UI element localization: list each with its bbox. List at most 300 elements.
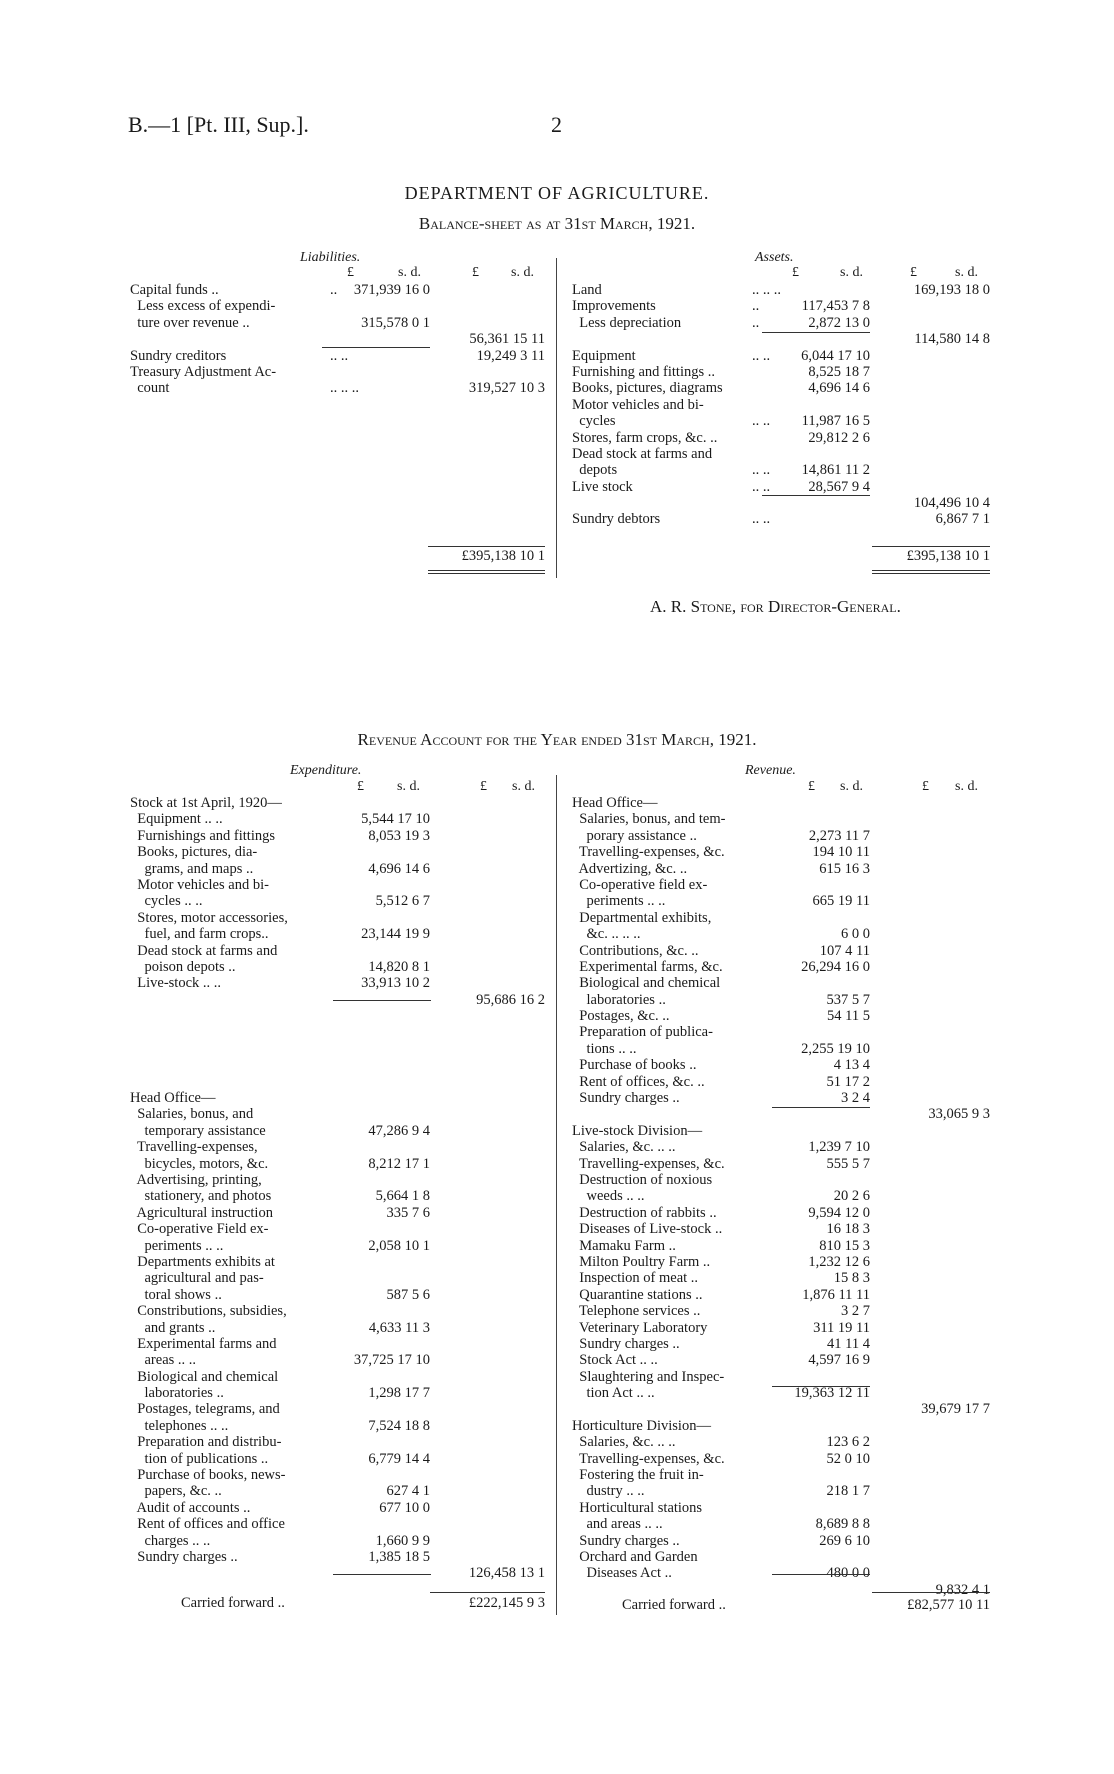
total-amount: 169,193 18 0 [913,282,990,298]
entry-label: Stores, motor accessories, [130,909,288,926]
revenue-row [572,1451,990,1467]
entry-label: depots [572,462,618,479]
subtotal-amount: 9,594 12 0 [808,1204,870,1221]
entry-label: Sundry debtors [572,511,661,528]
leader-dots: .. [752,298,760,315]
exp-pound-head-2: £ [480,779,487,794]
expenditure-row [130,959,545,975]
entry-label: and areas .. .. [572,1516,663,1533]
entry-label: Advertizing, &c. .. [572,860,688,877]
entry-label: Rent of offices, &c. .. [572,1073,705,1090]
liabilities-total: £395,138 10 1 [461,548,545,564]
revenue-row [572,1074,990,1090]
entry-label: tion of publications .. [130,1450,269,1467]
expenditure-row [130,1008,545,1024]
revenue-row [572,811,990,827]
revenue-row [572,893,990,909]
expenditure-row [130,1336,545,1352]
entry-label: count [130,380,170,397]
asset-row [572,315,990,331]
expenditure-row [130,1385,545,1401]
total-amount: 19,249 3 11 [476,347,545,364]
subtotal-amount: 4,633 11 3 [368,1319,430,1336]
entry-label: Stores, farm crops, &c. .. [572,429,718,446]
assets-sd-head-1: s. d. [840,265,863,280]
liability-row [130,282,545,298]
subtotal-amount: 311 19 11 [813,1319,870,1336]
entry-label: Audit of accounts .. [130,1499,251,1516]
expenditure-row [130,1287,545,1303]
entry-label: Rent of offices and office [130,1516,285,1533]
total-amount: 33,065 9 3 [928,1106,990,1123]
expenditure-row [130,1451,545,1467]
entry-label: and grants .. [130,1319,216,1336]
asset-row [572,380,990,396]
subtotal-amount: 6,779 14 4 [368,1450,430,1467]
subtotal-amount: 1,298 17 7 [368,1385,430,1402]
subtotal-amount: 8,053 19 3 [368,827,430,844]
expenditure-row [130,1352,545,1368]
entry-label: Contributions, &c. .. [572,942,699,959]
entry-label: Co-operative Field ex- [130,1221,269,1238]
entry-label: Orchard and Garden [572,1548,698,1565]
revenue-row [572,1205,990,1221]
entry-label: temporary assistance [130,1122,266,1139]
liab-pound-head-1: £ [347,265,354,280]
revenue-row [572,959,990,975]
expenditure-row [130,1500,545,1516]
subtotal-amount: 4,597 16 9 [808,1352,870,1369]
entry-label: Biological and chemical [130,1368,279,1385]
asset-row [572,397,990,413]
entry-label: Stock at 1st April, 1920— [130,795,282,811]
expenditure-row [130,811,545,827]
entry-label: Constributions, subsidies, [130,1303,287,1320]
revenue-row [572,1024,990,1040]
entry-label: Postages, telegrams, and [130,1401,280,1418]
subtotal-amount: 6 0 0 [841,926,870,943]
signature-line: A. R. Stone, for Director-General. [650,597,901,616]
subtotal-amount: 6,044 17 10 [801,347,870,364]
liability-row [130,298,545,314]
asset-row [572,282,990,298]
exp-carried-forward-value: £222,145 9 3 [468,1595,545,1611]
leader-dots: .. .. [752,511,771,528]
revenue-account-title: Revenue Account for the Year ended 31st March, 1921. [357,730,757,749]
expenditure-row [130,1188,545,1204]
entry-label: Capital funds .. [130,282,219,298]
entry-label: laboratories .. [130,1385,224,1402]
expenditure-row [130,975,545,991]
subtotal-amount: 335 7 6 [386,1204,430,1221]
revenue-row [572,1156,990,1172]
leader-dots: .. .. .. [330,380,359,397]
expenditure-table [130,795,545,1582]
expenditure-row [130,1516,545,1532]
entry-label: poison depots .. [130,958,236,975]
entry-label: Head Office— [130,1090,216,1107]
entry-label: Horticultural stations [572,1499,703,1516]
revenue-row [572,1582,990,1598]
expenditure-row [130,943,545,959]
revenue-row [572,975,990,991]
subtotal-amount: 4,696 14 6 [368,860,430,877]
entry-label: charges .. .. [130,1532,211,1549]
expenditure-row [130,1401,545,1417]
revenue-row [572,926,990,942]
expenditure-row [130,910,545,926]
entry-label: Salaries, bonus, and tem- [572,811,726,828]
subtotal-amount: 41 11 4 [827,1335,870,1352]
entry-label: Treasury Adjustment Ac- [130,363,277,380]
subtotal-amount: 1,385 18 5 [368,1548,430,1565]
leader-dots: .. .. [752,347,771,364]
entry-label: Dead stock at farms and [130,942,278,959]
subtotal-amount: 218 1 7 [826,1483,870,1500]
expenditure-row [130,1434,545,1450]
subtotal-amount: 8,525 18 7 [808,363,870,380]
asset-row [572,479,990,495]
entry-label: Less depreciation [572,314,682,331]
subtotal-amount: 16 18 3 [826,1221,870,1238]
entry-label: tion Act .. .. [572,1385,655,1402]
entry-label: cycles [572,413,616,430]
revenue-row [572,1467,990,1483]
assets-heading: Assets. [755,250,794,265]
leader-dots: .. [330,282,338,298]
entry-label: Milton Poultry Farm .. [572,1253,711,1270]
expenditure-row [130,877,545,893]
subtotal-amount: 3 2 7 [841,1303,870,1320]
entry-label: Departmental exhibits, [572,909,712,926]
rev-sd-head-2: s. d. [955,779,978,794]
entry-label: Live stock [572,478,633,495]
subtotal-amount: 14,861 11 2 [801,462,870,479]
entry-label: stationery, and photos [130,1188,272,1205]
entry-label: Inspection of meat .. [572,1270,699,1287]
expenditure-row [130,795,545,811]
revenue-row [572,861,990,877]
department-title: DEPARTMENT OF AGRICULTURE. [404,183,710,203]
entry-label: Sundry charges .. [572,1335,680,1352]
entry-label: agricultural and pas- [130,1270,264,1287]
revenue-row [572,1172,990,1188]
entry-label: weeds .. .. [572,1188,645,1205]
entry-label: Land [572,282,602,298]
leader-dots: .. .. [752,413,771,430]
entry-label: tions .. .. [572,1040,637,1057]
expenditure-row [130,844,545,860]
subtotal-amount: 2,058 10 1 [368,1237,430,1254]
asset-row [572,364,990,380]
liabilities-heading: Liabilities. [300,250,361,265]
expenditure-row [130,1369,545,1385]
entry-label: bicycles, motors, &c. [130,1155,269,1172]
entry-label: Veterinary Laboratory [572,1319,708,1336]
revenue-row [572,1254,990,1270]
liability-row [130,364,545,380]
total-amount: 95,686 16 2 [476,991,545,1008]
expenditure-row [130,1156,545,1172]
revenue-row [572,1008,990,1024]
expenditure-row [130,1024,545,1040]
assets-total: £395,138 10 1 [906,548,990,564]
entry-label: Departments exhibits at [130,1253,275,1270]
asset-row [572,462,990,478]
revenue-row [572,1369,990,1385]
subtotal-amount: 5,512 6 7 [375,893,430,910]
subtotal-amount: 2,255 19 10 [801,1040,870,1057]
subtotal-amount: 8,689 8 8 [815,1516,870,1533]
revenue-row [572,828,990,844]
revenue-row [572,1221,990,1237]
liab-sd-head-2: s. d. [511,265,534,280]
entry-label: fuel, and farm crops.. [130,926,269,943]
entry-label: Equipment .. .. [130,811,223,828]
total-amount: 319,527 10 3 [468,380,545,397]
subtotal-amount: 51 17 2 [826,1073,870,1090]
subtotal-amount: 665 19 11 [812,893,870,910]
liab-sd-head-1: s. d. [398,265,421,280]
asset-row [572,495,990,511]
revenue-row [572,795,990,811]
exp-sd-head-2: s. d. [512,779,535,794]
entry-label: Sundry charges .. [572,1532,680,1549]
entry-label: Live-stock .. .. [130,975,222,992]
entry-label: Purchase of books .. [572,1057,697,1074]
entry-label: Preparation of publica- [572,1024,713,1041]
asset-row [572,511,990,527]
subtotal-amount: 19,363 12 11 [794,1385,870,1402]
revenue-row [572,910,990,926]
entry-label: Travelling-expenses, &c. [572,1155,725,1172]
subtotal-amount: 4 13 4 [833,1057,870,1074]
expenditure-row [130,1057,545,1073]
entry-label: Motor vehicles and bi- [572,396,704,413]
entry-label: Mamaku Farm .. [572,1237,676,1254]
revenue-row [572,1123,990,1139]
entry-label: porary assistance .. [572,827,697,844]
leader-dots: .. .. [752,478,771,495]
assets-pound-head-2: £ [910,265,917,280]
entry-label: Furnishings and fittings [130,827,276,844]
expenditure-row [130,1549,545,1565]
entry-label: Dead stock at farms and [572,445,713,462]
revenue-row [572,1090,990,1106]
entry-label: &c. .. .. .. [572,926,641,943]
revenue-row [572,1336,990,1352]
rev-carried-forward-label: Carried forward .. [622,1597,726,1613]
revenue-row [572,1500,990,1516]
entry-label: Travelling-expenses, [130,1139,258,1156]
subtotal-amount: 537 5 7 [826,991,870,1008]
expenditure-row [130,1090,545,1106]
entry-label: Preparation and distribu- [130,1434,282,1451]
entry-label: Sundry creditors [130,347,227,364]
revenue-row [572,1401,990,1417]
revenue-row [572,844,990,860]
total-amount: 56,361 15 11 [469,331,545,348]
entry-label: Live-stock Division— [572,1122,703,1139]
total-amount: 9,832 4 1 [935,1581,990,1598]
subtotal-amount: 810 15 3 [819,1237,870,1254]
revenue-row [572,1106,990,1122]
liability-row [130,315,545,331]
liability-row [130,380,545,396]
expenditure-row [130,1320,545,1336]
revenue-row [572,1287,990,1303]
subtotal-amount: 28,567 9 4 [808,478,870,495]
subtotal-amount: 29,812 2 6 [808,429,870,446]
asset-row [572,298,990,314]
subtotal-amount: 1,239 7 10 [808,1139,870,1156]
rev-pound-head-2: £ [922,779,929,794]
expenditure-heading: Expenditure. [290,763,362,778]
total-amount: 39,679 17 7 [921,1401,990,1418]
document-reference: B.—1 [Pt. III, Sup.]. [128,112,309,137]
subtotal-amount: 20 2 6 [833,1188,870,1205]
subtotal-amount: 26,294 16 0 [801,958,870,975]
assets-pound-head-1: £ [792,265,799,280]
expenditure-row [130,1418,545,1434]
expenditure-row [130,1123,545,1139]
subtotal-amount: 627 4 1 [386,1483,430,1500]
leader-dots: .. .. [330,347,349,364]
expenditure-row [130,1303,545,1319]
entry-label: Less excess of expendi- [130,298,276,315]
liab-pound-head-2: £ [472,265,479,280]
subtotal-amount: 615 16 3 [819,860,870,877]
entry-label: Salaries, bonus, and [130,1106,254,1123]
subtotal-amount: 107 4 11 [819,942,870,959]
revenue-row [572,1188,990,1204]
expenditure-row [130,1205,545,1221]
leader-dots: .. [752,314,760,331]
entry-label: Sundry charges .. [572,1090,680,1107]
revenue-row [572,1238,990,1254]
asset-row [572,446,990,462]
expenditure-row [130,1254,545,1270]
subtotal-amount: 52 0 10 [826,1450,870,1467]
exp-pound-head-1: £ [357,779,364,794]
expenditure-row [130,828,545,844]
exp-carried-forward-label: Carried forward .. [181,1595,285,1611]
entry-label: Improvements [572,298,656,315]
subtotal-amount: 371,939 16 0 [353,282,430,298]
expenditure-row [130,1483,545,1499]
entry-label: Motor vehicles and bi- [130,876,269,893]
entry-label: Advertising, printing, [130,1171,262,1188]
revenue-row [572,877,990,893]
revenue-row [572,1057,990,1073]
total-amount: 114,580 14 8 [914,331,990,348]
entry-label: Destruction of rabbits .. [572,1204,717,1221]
subtotal-amount: 587 5 6 [386,1286,430,1303]
entry-label: Agricultural instruction [130,1204,273,1221]
revenue-row [572,1303,990,1319]
expenditure-row [130,1533,545,1549]
page-number: 2 [551,112,562,137]
entry-label: areas .. .. [130,1352,197,1369]
subtotal-amount: 54 11 5 [827,1008,870,1025]
subtotal-amount: 7,524 18 8 [368,1417,430,1434]
entry-label: Horticulture Division— [572,1417,711,1434]
entry-label: Equipment [572,347,636,364]
liability-row [130,348,545,364]
rev-pound-head-1: £ [808,779,815,794]
entry-label: papers, &c. .. [130,1483,222,1500]
revenue-row [572,1549,990,1565]
subtotal-amount: 3 2 4 [841,1090,870,1107]
entry-label: ture over revenue .. [130,314,250,331]
entry-label: Books, pictures, diagrams [572,380,723,397]
subtotal-amount: 33,913 10 2 [361,975,430,992]
total-amount: 126,458 13 1 [468,1565,545,1582]
subtotal-amount: 23,144 19 9 [361,926,430,943]
revenue-row [572,1139,990,1155]
subtotal-amount: 1,660 9 9 [375,1532,430,1549]
subtotal-amount: 2,273 11 7 [808,827,870,844]
subtotal-amount: 4,696 14 6 [808,380,870,397]
entry-label: dustry .. .. [572,1483,645,1500]
entry-label: Salaries, &c. .. .. [572,1139,676,1156]
subtotal-amount: 194 10 11 [812,844,870,861]
expenditure-row [130,1467,545,1483]
subtotal-amount: 37,725 17 10 [353,1352,430,1369]
entry-label: Diseases Act .. [572,1565,672,1582]
expenditure-row [130,1221,545,1237]
entry-label: Diseases of Live-stock .. [572,1221,723,1238]
subtotal-amount: 269 6 10 [819,1532,870,1549]
asset-row [572,331,990,347]
revenue-row [572,1352,990,1368]
revenue-row [572,1483,990,1499]
entry-label: Destruction of noxious [572,1171,713,1188]
leader-dots: .. .. [752,462,771,479]
expenditure-row [130,1139,545,1155]
entry-label: Postages, &c. .. [572,1008,670,1025]
entry-label: Sundry charges .. [130,1548,238,1565]
exp-sd-head-1: s. d. [397,779,420,794]
assets-sd-head-2: s. d. [955,265,978,280]
leader-dots: .. .. .. [752,282,781,298]
rev-carried-forward-value: £82,577 10 11 [907,1597,990,1613]
entry-label: Stock Act .. .. [572,1352,658,1369]
expenditure-row [130,1106,545,1122]
revenue-row [572,1320,990,1336]
revenue-row [572,1041,990,1057]
subtotal-amount: 555 5 7 [826,1155,870,1172]
expenditure-row [130,1172,545,1188]
revenue-heading: Revenue. [745,763,796,778]
liabilities-table [130,282,545,397]
subtotal-amount: 1,876 11 11 [802,1286,870,1303]
entry-label: cycles .. .. [130,893,203,910]
entry-label: Telephone services .. [572,1303,701,1320]
asset-row [572,348,990,364]
entry-label: periments .. .. [130,1237,224,1254]
entry-label: Quarantine stations .. [572,1286,703,1303]
entry-label: Books, pictures, dia- [130,844,258,861]
revenue-table [572,795,990,1598]
subtotal-amount: 8,212 17 1 [368,1155,430,1172]
asset-row [572,413,990,429]
expenditure-row [130,861,545,877]
subtotal-amount: 117,453 7 8 [801,298,870,315]
entry-label: Fostering the fruit in- [572,1467,704,1484]
entry-label: Salaries, &c. .. .. [572,1434,676,1451]
entry-label: Purchase of books, news- [130,1467,286,1484]
